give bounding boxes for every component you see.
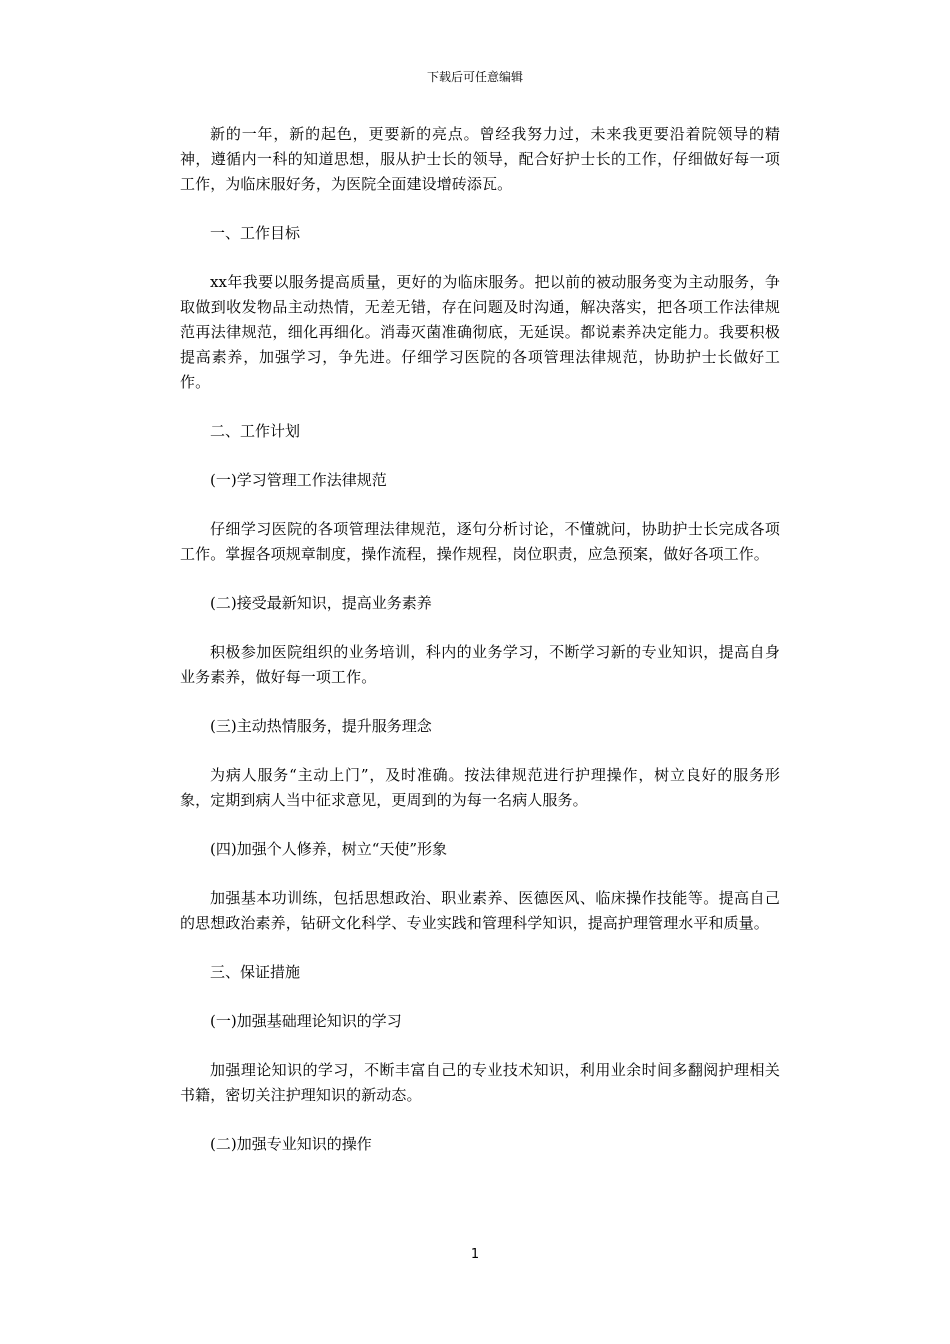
page-number: 1 — [470, 1247, 480, 1262]
section-heading: 三、保证措施 — [210, 963, 301, 981]
section-heading: 二、工作计划 — [210, 422, 301, 440]
body-paragraph: 加强基本功训练，包括思想政治、职业素养、医德医风、临床操作技能等。提高自己的思想政治素养，钻研文化科学、专业实践和管理科学知识，提高护理管理水平和质量。 — [180, 889, 780, 932]
subsection-heading: (二)接受最新知识，提高业务素养 — [210, 594, 432, 612]
subsection-heading: (一)加强基础理论知识的学习 — [210, 1012, 402, 1030]
subsection-heading: (一)学习管理工作法律规范 — [210, 471, 387, 489]
body-paragraph: 加强理论知识的学习，不断丰富自己的专业技术知识，利用业余时间多翻阅护理相关书籍，密切关注护理知识的新动态。 — [180, 1061, 780, 1104]
subsection-heading: (三)主动热情服务，提升服务理念 — [210, 717, 432, 735]
body-paragraph: xx年我要以服务提高质量，更好的为临床服务。把以前的被动服务变为主动服务，争取做到收发物品主动热情，无差无错，存在问题及时沟通，解决落实，把各项工作法律规范再法律规范，细化再细化。消毒灭菌准确彻底，无延误。都说素养决定能力。我要积极提高素养，加强学习，争先进。仔细学习医院的各项管理法律规范，协助护士长做好工作。 — [180, 273, 780, 391]
body-paragraph: 仔细学习医院的各项管理法律规范，逐句分析讨论，不懂就问，协助护士长完成各项工作。掌握各项规章制度，操作流程，操作规程，岗位职责，应急预案，做好各项工作。 — [180, 520, 780, 563]
page-header: 下载后可任意编辑 — [426, 70, 523, 84]
body-paragraph: 积极参加医院组织的业务培训，科内的业务学习，不断学习新的专业知识，提高自身业务素养，做好每一项工作。 — [180, 643, 780, 686]
document-body — [180, 122, 780, 1157]
section-heading: 一、工作目标 — [210, 224, 301, 242]
body-paragraph: 为病人服务“主动上门”，及时准确。按法律规范进行护理操作，树立良好的服务形象，定期到病人当中征求意见，更周到的为每一名病人服务。 — [180, 766, 780, 809]
body-paragraph: 新的一年，新的起色，更要新的亮点。曾经我努力过，未来我更要沿着院领导的精神，遵循内一科的知道思想，服从护士长的领导，配合好护士长的工作，仔细做好每一项工作，为临床服好务，为医院全面建设增砖添瓦。 — [180, 125, 780, 193]
subsection-heading: (二)加强专业知识的操作 — [210, 1135, 372, 1153]
subsection-heading: (四)加强个人修养，树立“天使”形象 — [210, 840, 448, 858]
